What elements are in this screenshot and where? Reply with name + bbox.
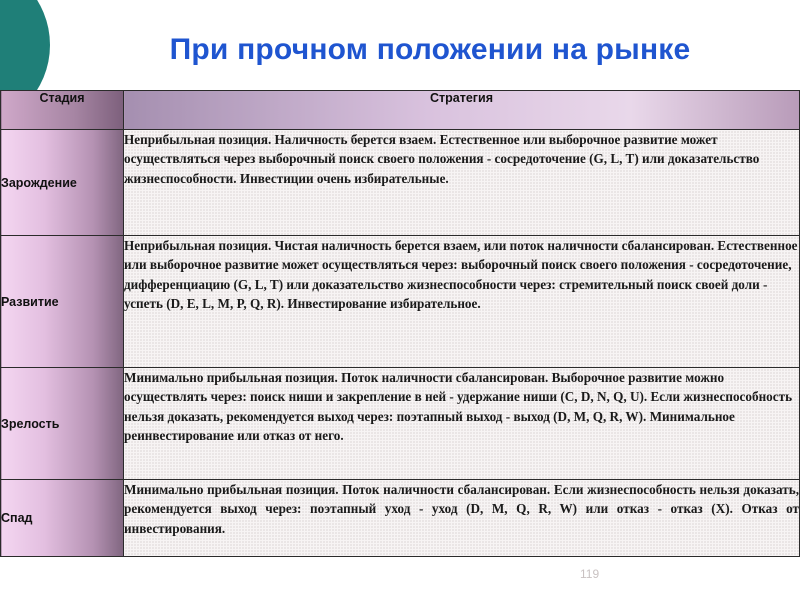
stage-cell: Развитие [1,236,124,368]
strategy-cell: Минимально прибыльная позиция. Поток наличности сбалансирован. Если жизнеспособность нельзя доказать, рекомендуется выход через: поэтапный уход - уход (D, M, Q, R, W) или отказ - отказ (X). Отказ от инвестирования. [124,480,800,557]
table-header-row [1,91,800,130]
table-row [1,480,800,557]
table-row [1,130,800,236]
table-row [1,236,800,368]
stage-cell: Зарождение [1,130,124,236]
strategy-cell: Неприбыльная позиция. Чистая наличность берется взаем, или поток наличности сбалансирован. Естественное или выборочное развитие может осуществляться через: выборочный поиск своего положения - сосредоточение, дифференциацию (G, L, T) или доказательство жизнеспособности через: стремительный поиск своей доли - успеть (D, E, L, M, P, Q, R). Инвестирование избирательное. [124,236,800,368]
strategy-cell: Минимально прибыльная позиция. Поток наличности сбалансирован. Выборочное развитие можно осуществлять через: поиск ниши и закрепление в ней - удержание ниши (C, D, N, Q, U). Если жизнеспособность нельзя доказать, рекомендуется выход через: поэтапный выход - выход (D, M, Q, R, W). Минимальное реинвестирование или отказ от него. [124,368,800,480]
stage-cell: Зрелость [1,368,124,480]
stage-cell: Спад [1,480,124,557]
page-number: 119 [580,567,600,581]
column-header-strategy: Стратегия [124,91,800,130]
strategy-cell: Неприбыльная позиция. Наличность берется взаем. Естественное или выборочное развитие может осуществляться через выборочный поиск своего положения - сосредоточение (G, L, T) или доказательство жизнеспособности. Инвестиции очень избирательные. [124,130,800,236]
table-row [1,368,800,480]
strategy-table [0,90,800,557]
slide-title: При прочном положении на рынке [169,33,691,66]
column-header-stage: Стадия [1,91,124,130]
